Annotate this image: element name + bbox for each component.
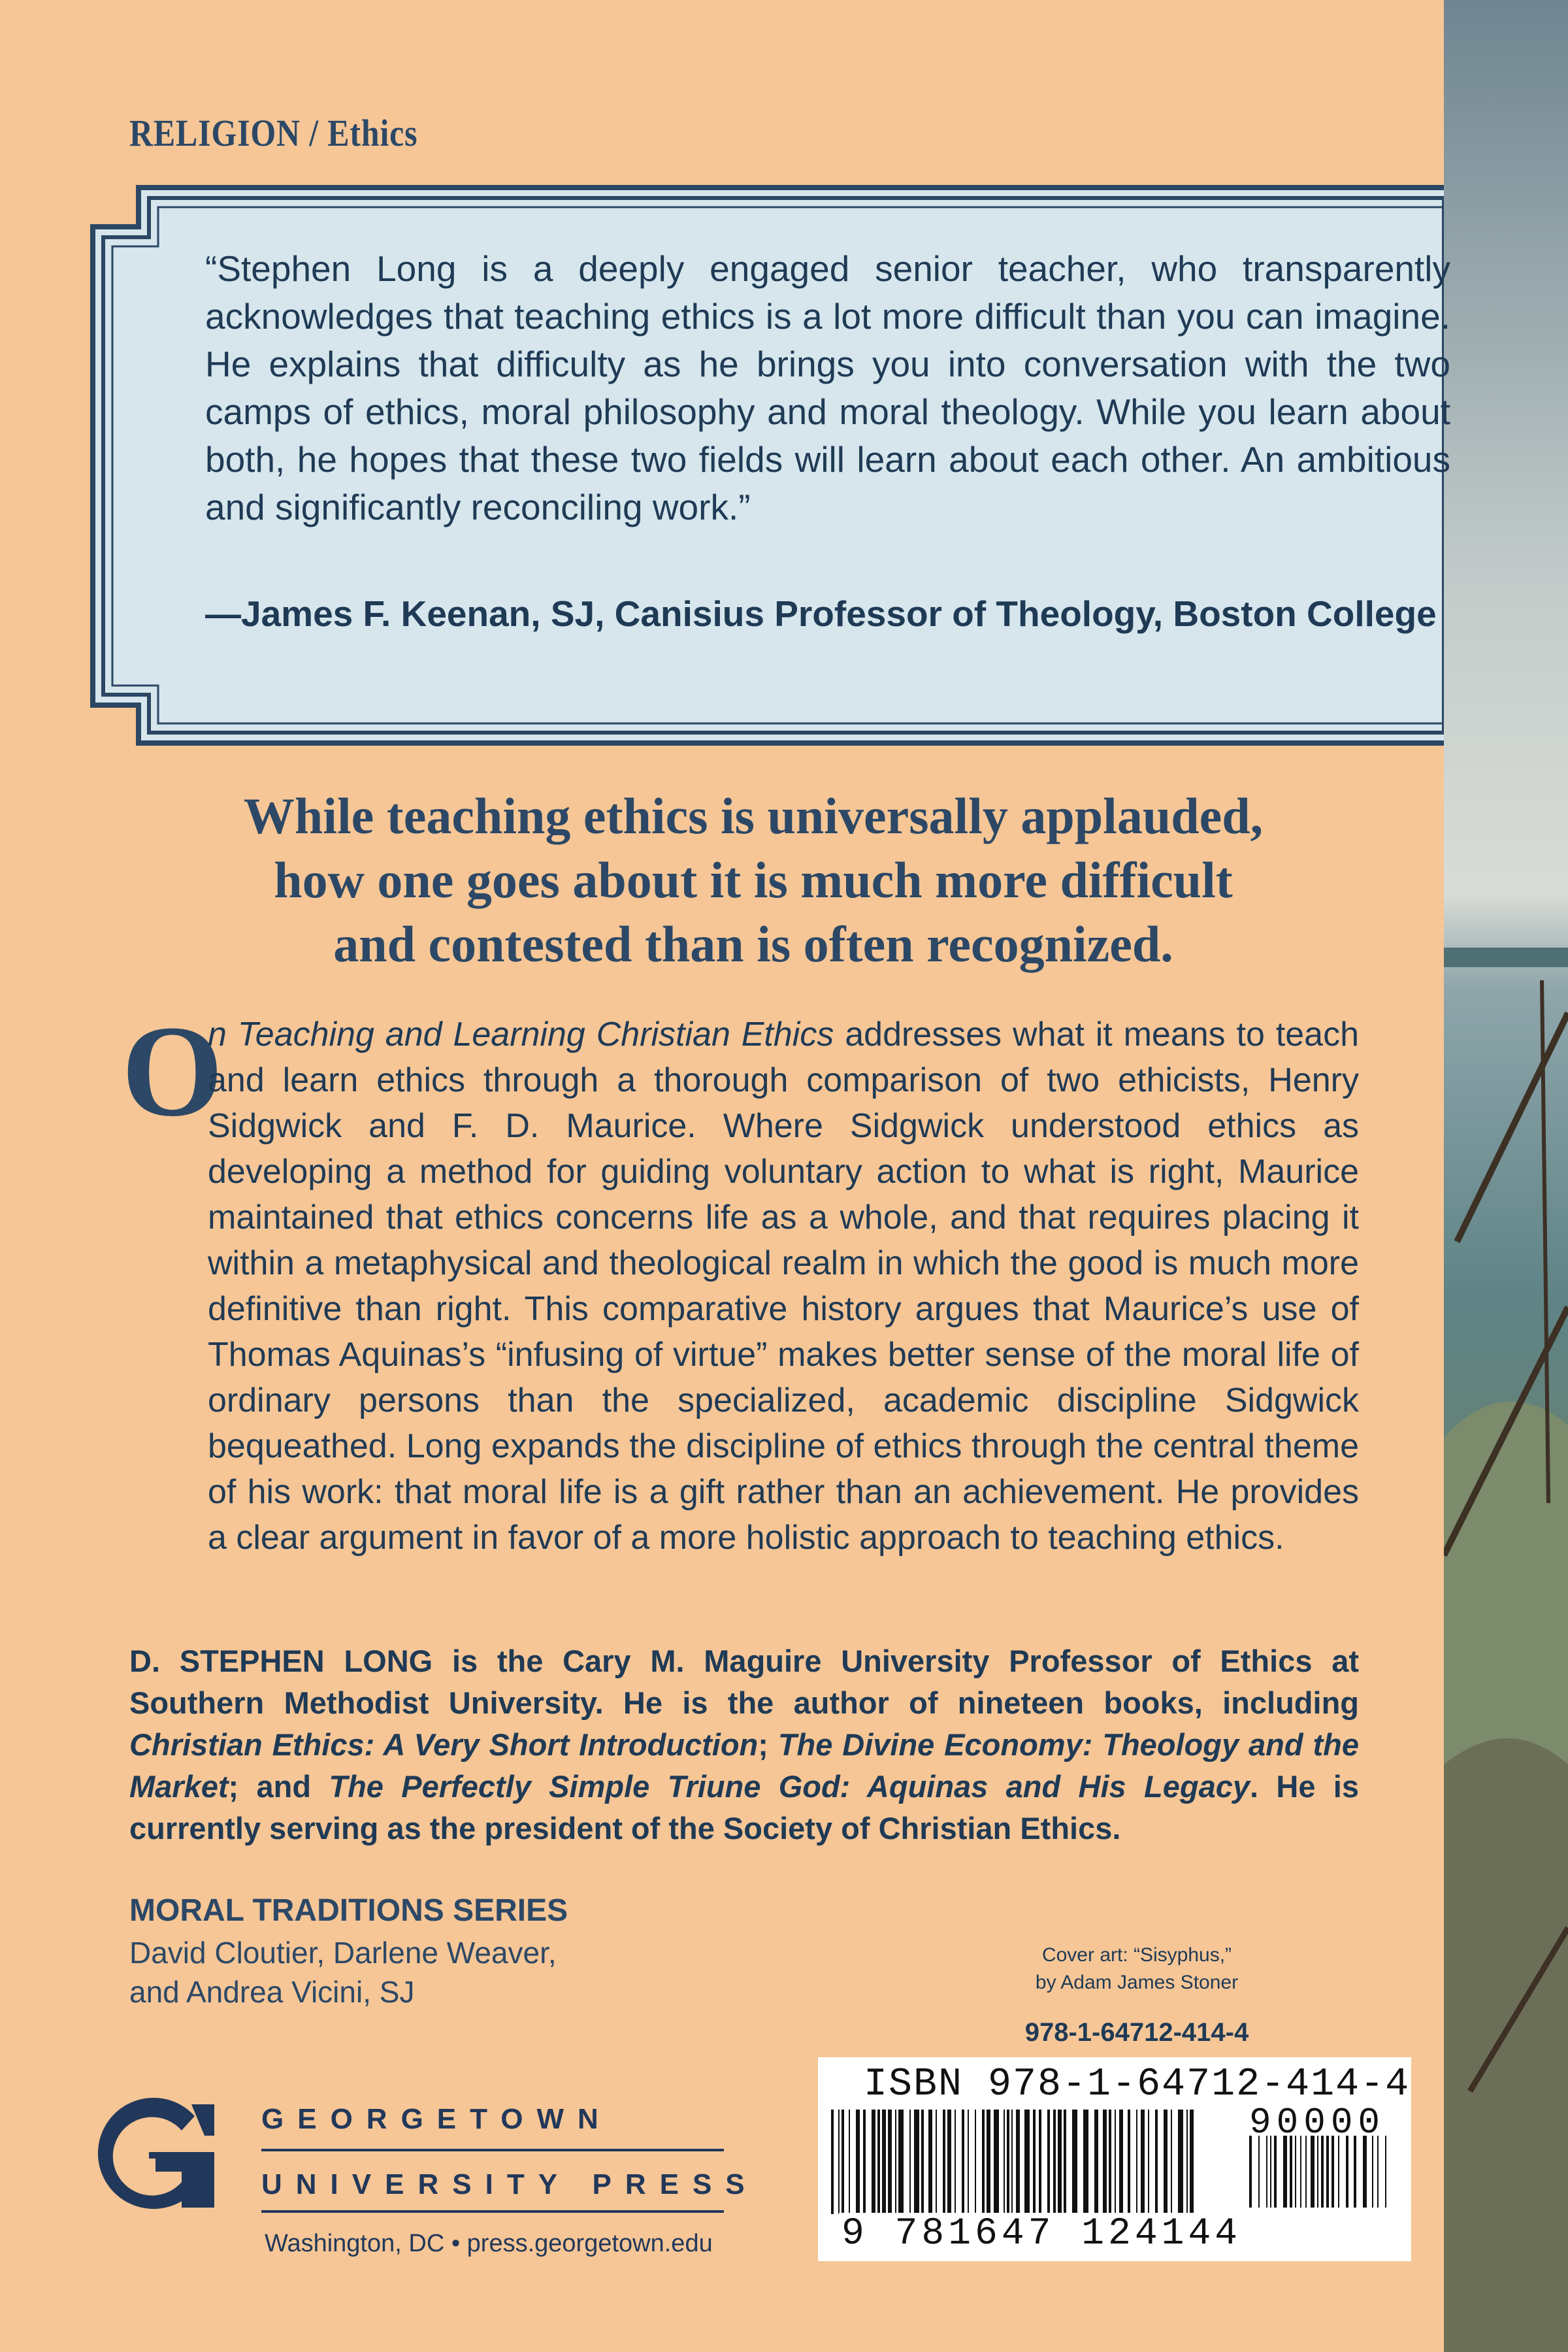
- barcode-bar: [1190, 2110, 1194, 2214]
- publisher-name-line: GEORGETOWN: [261, 2103, 612, 2135]
- barcode-bar: [1064, 2110, 1066, 2214]
- description-body: addresses what it means to teach and learn ethics through a thorough comparison of two ethicists, Henry Sidgwick and F. D. Maurice. Where Sidgwick understood ethics as developing a method for guiding voluntary action to what is right, Maurice maintained that ethics concerns life as a whole, and that requires placing it within a metaphysical and theological realm in which the good is much more definitive than right. This comparative history argues that Maurice’s use of Thomas Aquinas’s “infusing of virtue” makes better sense of the moral life of ordinary persons than the specialized, academic discipline Sidgwick bequeathed. Long expands the discipline of ethics through the central theme of his work: that moral life is a gift rather than an achievement. He provides a clear argument in favor of a more holistic approach to teaching ethics.: [208, 1016, 1359, 1557]
- drop-cap: O: [122, 999, 223, 1144]
- barcode-bar: [1186, 2110, 1188, 2214]
- sisyphus-artwork: [1444, 0, 1568, 2352]
- barcode-bar: [955, 2110, 956, 2214]
- headline-line: how one goes about it is much more difficult: [274, 852, 1233, 908]
- barcode-bar: [1103, 2110, 1107, 2214]
- book-title: n Teaching and Learning Christian Ethics: [208, 1016, 834, 1053]
- barcode-isbn-label: ISBN 978-1-64712-414-4: [864, 2062, 1411, 2107]
- barcode-bar: [994, 2110, 999, 2214]
- barcode-bar: [1326, 2136, 1329, 2208]
- barcode-bar: [1024, 2110, 1030, 2214]
- barcode-bar: [849, 2110, 850, 2214]
- barcode-digits: 9 781647 124144: [839, 2213, 1244, 2255]
- barcode-bar: [1258, 2136, 1260, 2208]
- barcode-bar: [1266, 2136, 1267, 2208]
- barcode-bar: [962, 2110, 964, 2214]
- barcode-bar: [982, 2110, 985, 2214]
- category-label: RELIGION / Ethics: [129, 112, 418, 154]
- barcode-bar: [888, 2110, 892, 2214]
- barcode-bar: [1274, 2136, 1277, 2208]
- barcode-bar: [1178, 2110, 1183, 2214]
- series-editors-line: David Cloutier, Darlene Weaver,: [129, 1936, 557, 1970]
- barcode-bar: [1363, 2136, 1367, 2208]
- barcode-bar: [1033, 2110, 1036, 2214]
- barcode-bar: [863, 2110, 866, 2214]
- endorsement-quote-text: “Stephen Long is a deeply engaged senior teacher, who transparently acknowledges that teaching ethics is a lot more difficult than you can imagine. He explains that difficulty as he brings you into conversation with the two camps of ethics, moral philosophy and moral theology. While you learn about both, he hopes that these two fields will learn about each other. An ambitious and significantly reconciling work.”: [205, 248, 1450, 527]
- barcode-bar: [1249, 2136, 1252, 2208]
- barcode-bar: [1372, 2136, 1373, 2208]
- barcode-bar: [975, 2110, 976, 2214]
- barcode-bar: [909, 2110, 911, 2214]
- cover-art-strip: [1444, 0, 1568, 2352]
- barcode-bar: [898, 2110, 904, 2214]
- barcode-bar: [1083, 2110, 1088, 2214]
- barcode-bar: [1385, 2136, 1386, 2208]
- barcode-bar: [1338, 2136, 1339, 2208]
- cover-art-credit-line: Cover art: “Sisyphus,”: [1041, 1944, 1232, 1966]
- barcode-bar: [1119, 2110, 1123, 2214]
- barcode-bar: [1283, 2136, 1287, 2208]
- barcode-bar: [1377, 2136, 1379, 2208]
- publisher-address: Washington, DC • press.georgetown.edu: [265, 2230, 713, 2257]
- barcode-bar: [1109, 2110, 1111, 2214]
- endorsement-attribution: —James F. Keenan, SJ, Canisius Professor of Theology, Boston College: [205, 593, 1437, 634]
- barcode-bar: [1354, 2136, 1356, 2208]
- barcode-bar: [895, 2110, 896, 2214]
- author-bio: [129, 1640, 1359, 1849]
- publisher-rule: [261, 2210, 724, 2213]
- barcode-bar: [968, 2110, 969, 2214]
- bio-book-title: The Perfectly Simple Triune God: Aquinas and His Legacy: [329, 1769, 1250, 1804]
- barcode-bar: [1311, 2136, 1315, 2208]
- barcode-bar: [877, 2110, 880, 2214]
- barcode-bar: [856, 2110, 860, 2214]
- barcode-bar: [1270, 2136, 1271, 2208]
- barcode-bar: [1305, 2136, 1307, 2208]
- barcode-bar: [1115, 2110, 1116, 2214]
- barcode-bar: [1331, 2136, 1334, 2208]
- barcode-bar: [1047, 2110, 1050, 2214]
- book-description: [129, 1012, 1359, 1561]
- barcode-bar: [914, 2110, 919, 2214]
- endorsement-quote-box: [90, 185, 1450, 746]
- barcode-bar: [987, 2110, 990, 2214]
- barcode-block: [818, 2057, 1411, 2261]
- barcode-bar: [1317, 2136, 1318, 2208]
- publisher-name-line: UNIVERSITY PRESS: [261, 2168, 759, 2200]
- headline: [129, 784, 1377, 976]
- series-editors-line: and Andrea Vicini, SJ: [129, 1975, 415, 2009]
- series-title: MORAL TRADITIONS SERIES: [129, 1893, 568, 1928]
- barcode-bar: [1011, 2110, 1013, 2214]
- series-editors: [129, 1933, 557, 2012]
- g-logo-icon: [84, 2090, 221, 2221]
- bio-book-title: The Divine Economy: Theology and the Market: [129, 1727, 1359, 1804]
- cover-art-credit: [967, 1942, 1307, 1996]
- barcode-bar: [936, 2110, 937, 2214]
- bio-text: . He is currently serving as the president of the Society of Christian Ethics.: [129, 1769, 1359, 1846]
- barcode-bar: [921, 2110, 924, 2214]
- barcode-price-code: 90000: [1249, 2102, 1386, 2144]
- bio-separator: ;: [758, 1727, 778, 1762]
- barcode-bar: [1155, 2110, 1158, 2214]
- cover-art-credit-line: by Adam James Stoner: [1035, 1972, 1239, 1993]
- barcode-bar: [882, 2110, 886, 2214]
- barcode-bar: [1007, 2110, 1009, 2214]
- barcode-bar: [1016, 2110, 1020, 2214]
- bio-text: D. STEPHEN LONG is the Cary M. Maguire University Professor of Ethics at Southern Methodist University. He is the author of nineteen books, including: [129, 1644, 1359, 1720]
- barcode-bar: [872, 2110, 875, 2214]
- publisher-rule: [261, 2149, 724, 2151]
- barcode-bar: [928, 2110, 932, 2214]
- barcode-bar: [1039, 2110, 1041, 2214]
- barcode-bar: [943, 2110, 945, 2214]
- barcode-bar: [947, 2110, 951, 2214]
- barcode-bar: [1290, 2136, 1292, 2208]
- barcode-bar: [1321, 2136, 1324, 2208]
- barcode-bar: [1058, 2110, 1062, 2214]
- barcode-bar: [1295, 2136, 1296, 2208]
- barcode-bar: [831, 2110, 834, 2214]
- bio-separator: ; and: [228, 1769, 329, 1804]
- barcode-bar: [841, 2110, 844, 2214]
- barcode-bar: [1300, 2136, 1301, 2208]
- isbn-number: 978-1-64712-414-4: [1024, 2018, 1249, 2047]
- barcode-bar: [1171, 2110, 1172, 2214]
- barcode-bar: [1128, 2110, 1130, 2214]
- bio-book-title: Christian Ethics: A Very Short Introduction: [129, 1727, 759, 1762]
- barcode-bar: [1346, 2136, 1348, 2208]
- barcode-bar: [1094, 2110, 1098, 2214]
- barcode-bar: [1136, 2110, 1137, 2214]
- barcode-bar: [838, 2110, 840, 2214]
- barcode-bar: [1004, 2110, 1005, 2214]
- headline-line: While teaching ethics is universally applauded,: [243, 787, 1264, 844]
- barcode-bar: [1148, 2110, 1149, 2214]
- barcode-bar: [1164, 2110, 1168, 2214]
- headline-line: and contested than is often recognized.: [333, 916, 1173, 972]
- barcode-bar: [1141, 2110, 1145, 2214]
- barcode-bar: [1053, 2110, 1056, 2214]
- barcode-bar: [1072, 2110, 1077, 2214]
- georgetown-g-logo: [84, 2090, 221, 2221]
